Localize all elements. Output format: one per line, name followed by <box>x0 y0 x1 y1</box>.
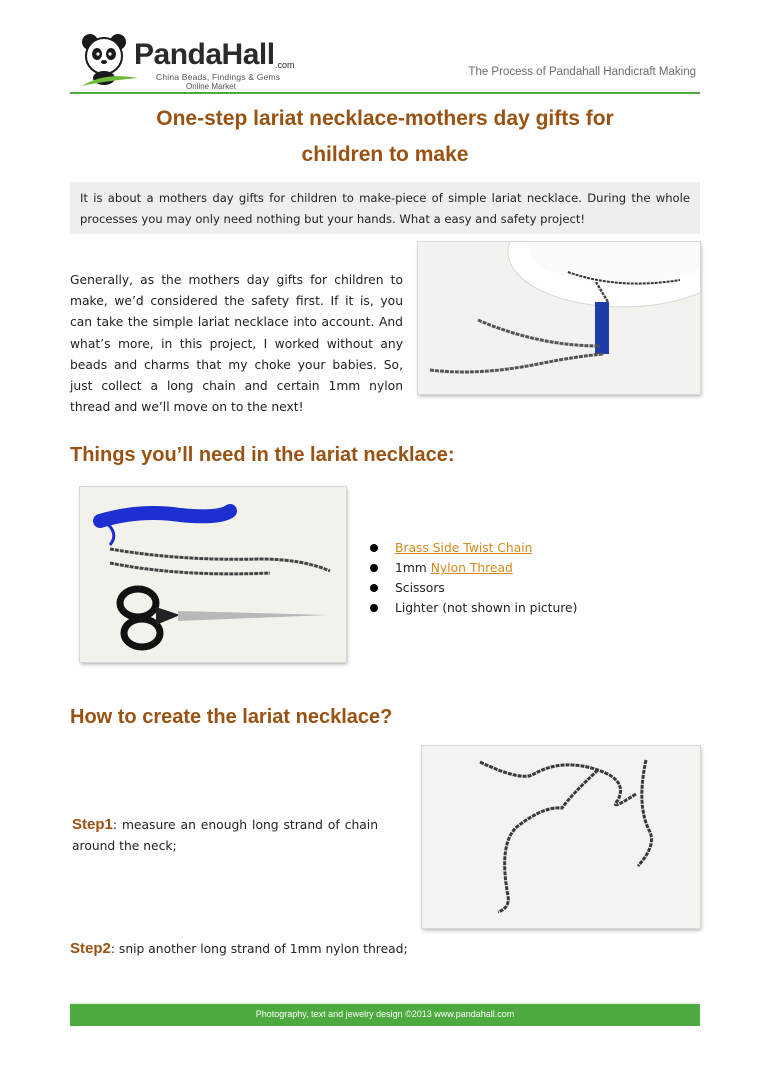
logo-subtagline: Online Market <box>186 82 236 91</box>
supplies-heading: Things you’ll need in the lariat necklace: <box>70 444 455 466</box>
nylon-thread-link[interactable]: Nylon Thread <box>430 561 513 575</box>
logo-tagline: China Beads, Findings & Gems <box>156 72 281 82</box>
page-footer: Photography, text and jewelry design ©2013 www.pandahall.com <box>70 1002 700 1026</box>
step-2 <box>70 938 690 960</box>
step1-chain-photo <box>422 746 700 928</box>
page-header <box>70 26 700 90</box>
bullet-icon <box>370 604 378 612</box>
brass-side-twist-chain-link[interactable]: Brass Side Twist Chain <box>395 541 533 555</box>
list-item <box>370 598 690 618</box>
list-item <box>370 538 690 558</box>
step-2-text: : snip another long strand of 1mm nylon thread; <box>110 942 408 956</box>
header-divider <box>70 92 700 94</box>
bamboo-leaf-icon <box>80 72 140 88</box>
logo-suffix: .com <box>275 60 295 70</box>
bullet-icon <box>370 564 378 572</box>
bullet-icon <box>370 544 378 552</box>
bullet-icon <box>370 584 378 592</box>
supplies-photo <box>80 487 346 662</box>
list-item <box>370 578 690 598</box>
intro-summary: It is about a mothers day gifts for children to make-piece of simple lariat necklace. During the whole processes you may only need nothing but your hands. What a easy and safety project! <box>70 182 700 234</box>
howto-heading: How to create the lariat necklace? <box>70 706 393 728</box>
page-title <box>70 101 700 173</box>
finished-necklace-photo <box>418 242 700 394</box>
document-series-title: The Process of Pandahall Handicraft Making <box>468 66 696 78</box>
page-title-line-2: children to make <box>301 143 469 166</box>
list-item-text: 1mm <box>395 561 431 575</box>
step-1-text: : measure an enough long strand of chain around the neck; <box>72 818 378 853</box>
step-1 <box>72 814 378 857</box>
list-item-text: Lighter (not shown in picture) <box>395 601 578 615</box>
list-item-text: Scissors <box>395 581 445 595</box>
logo-wordmark: PandaHall <box>134 38 275 71</box>
step-2-label: Step2 <box>70 940 111 957</box>
supplies-list <box>370 538 690 618</box>
intro-paragraph: Generally, as the mothers day gifts for children to make, we’d considered the safety first. If it is, you can take the simple lariat necklace into account. And what’s more, in this project, I worked without any beads and charms that my choke your babies. So, just collect a long chain and certain 1mm nylon thread and we’ll move on to the next! <box>70 273 403 415</box>
page-title-line-1: One-step lariat necklace-mothers day gifts for <box>156 107 614 130</box>
pandahall-logo[interactable] <box>76 30 306 91</box>
step-1-label: Step1 <box>72 816 113 833</box>
list-item <box>370 558 690 578</box>
